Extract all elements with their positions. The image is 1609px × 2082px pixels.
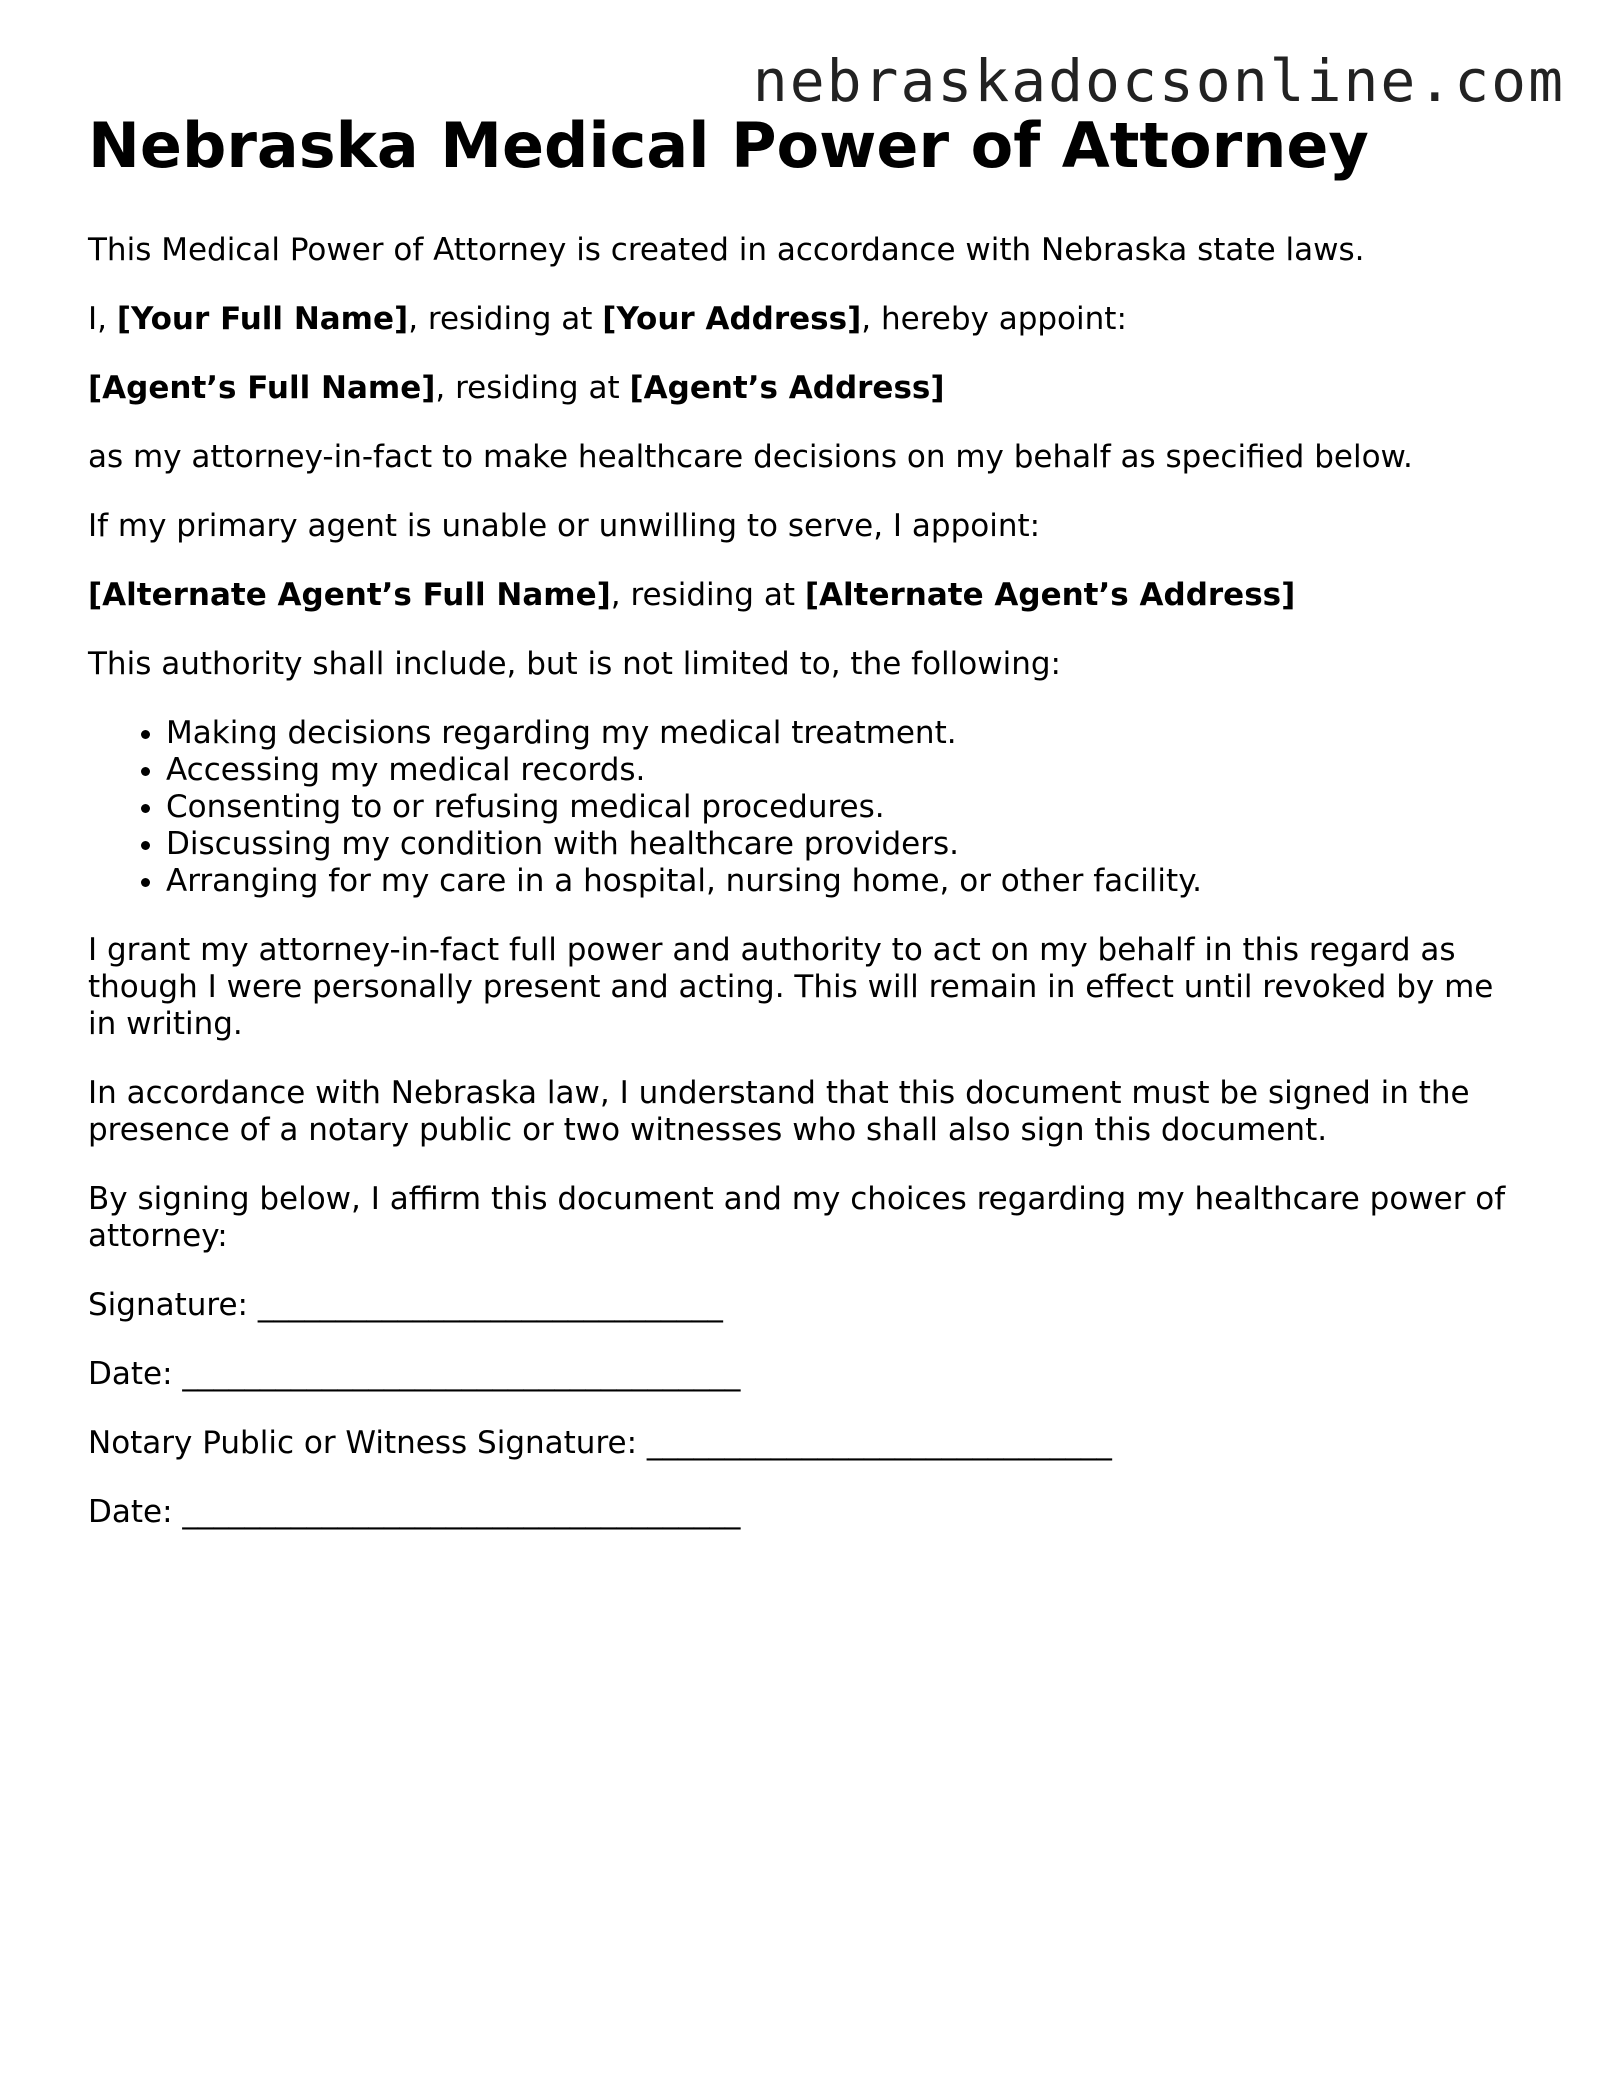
signature-line: Signature: ______________________________	[88, 1287, 723, 1323]
principal-address-placeholder: [Your Address]	[602, 301, 862, 337]
agent-name-placeholder: [Agent’s Full Name]	[88, 370, 436, 406]
site-watermark: nebraskadocsonline.com	[752, 47, 1565, 115]
intro-paragraph: This Medical Power of Attorney is created in accordance with Nebraska state laws.	[88, 232, 1365, 268]
appoint-suffix: , hereby appoint:	[861, 301, 1127, 337]
appointment-paragraph	[88, 301, 1528, 338]
alternate-agent-paragraph	[88, 577, 1528, 614]
authority-list	[88, 715, 1528, 900]
alternate-agent-address-placeholder: [Alternate Agent’s Address]	[804, 577, 1296, 613]
notary-date-line: Date: ____________________________________	[88, 1494, 741, 1530]
authority-list-item: • Discussing my condition with healthcare providers.	[166, 826, 1528, 863]
principal-name-placeholder: [Your Full Name]	[116, 301, 409, 337]
affirm-paragraph: By signing below, I affirm this document and my choices regarding my healthcare power of attorney:	[88, 1181, 1506, 1254]
document-title: Nebraska Medical Power of Attorney	[88, 109, 1369, 182]
agent-residing-text: , residing at	[435, 370, 630, 406]
alternate-agent-residing-text: , residing at	[610, 577, 805, 613]
attorney-in-fact-paragraph: as my attorney-in-fact to make healthcare decisions on my behalf as specified below.	[88, 439, 1413, 475]
authority-list-item: • Accessing my medical records.	[166, 752, 1528, 789]
appoint-prefix: I,	[88, 301, 117, 337]
agent-paragraph	[88, 370, 1528, 407]
authority-intro-paragraph: This authority shall include, but is not limited to, the following:	[88, 646, 1061, 682]
agent-address-placeholder: [Agent’s Address]	[629, 370, 945, 406]
alternate-agent-name-placeholder: [Alternate Agent’s Full Name]	[88, 577, 611, 613]
notary-signature-line: Notary Public or Witness Signature: ______________________________	[88, 1425, 1112, 1461]
law-paragraph: In accordance with Nebraska law, I understand that this document must be signed in the presence of a notary public or two witnesses who shall also sign this document.	[88, 1075, 1470, 1148]
appoint-residing-text: , residing at	[408, 301, 603, 337]
document-body	[88, 232, 1528, 1563]
authority-list-item: • Arranging for my care in a hospital, nursing home, or other facility.	[166, 863, 1528, 900]
date-line: Date: ____________________________________	[88, 1356, 741, 1392]
authority-list-item: • Making decisions regarding my medical treatment.	[166, 715, 1528, 752]
alternate-intro-paragraph: If my primary agent is unable or unwilling to serve, I appoint:	[88, 508, 1041, 544]
grant-paragraph: I grant my attorney-in-fact full power and authority to act on my behalf in this regard as though I were personally present and acting. This will remain in effect until revoked by me in writing.	[88, 932, 1494, 1042]
authority-list-item: • Consenting to or refusing medical procedures.	[166, 789, 1528, 826]
